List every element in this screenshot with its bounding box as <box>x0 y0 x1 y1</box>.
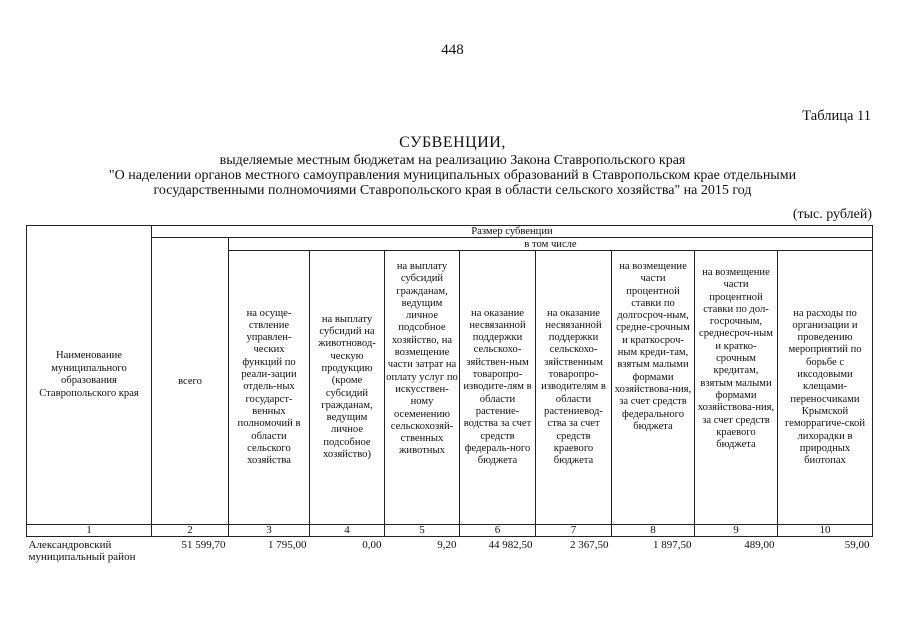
column-number: 9 <box>695 525 778 537</box>
column-number: 3 <box>229 525 310 537</box>
column-number: 2 <box>152 525 229 537</box>
header-col-4: на выплату субсидий на животновод-ческую продукцию (кроме субсидий гражданам, ведущим личное подсобное хозяйство) <box>310 251 385 525</box>
header-col-6: на оказание несвязанной поддержки сельскохо-зяйствен-ным товаропро-изводите-лям в области растение-водства за счет средств федераль-ного бюджета <box>460 251 536 525</box>
units-label: (тыс. рублей) <box>792 207 872 222</box>
value-col-7: 2 367,50 <box>570 539 609 551</box>
header-col-10: на расходы по организации и проведению мероприятий по борьбе с иксодовыми клещами-переносчиками Крымской геморрагиче-ской лихорадки в природных биотопах <box>778 251 873 525</box>
column-number: 6 <box>460 525 536 537</box>
column-number: 1 <box>27 525 152 537</box>
header-col-3: на осуще-ствление управлен-ческих функций по реали-зации отдель-ных государст-венных полномочий в области сельского хозяйства <box>229 251 310 525</box>
header-col-5: на выплату субсидий гражданам, ведущим личное подсобное хозяйство, на возмещение части затрат на оплату услуг по искусствен-ному осеменению сельскохозяй-ственных животных <box>385 251 460 525</box>
header-subsidy-size: Размер субвенции <box>152 226 873 238</box>
subtitle-line-2: "О наделении органов местного самоуправления муниципальных образований в Ставропольском крае отдельными <box>108 168 797 183</box>
table-row <box>27 537 873 566</box>
value-col-10: 59,00 <box>844 539 870 551</box>
value-col-4: 0,00 <box>362 539 382 551</box>
header-total: всего <box>152 238 229 525</box>
header-including: в том числе <box>229 238 873 251</box>
document-title: СУБВЕНЦИИ, <box>399 134 506 151</box>
column-number: 4 <box>310 525 385 537</box>
value-col-9: 489,00 <box>744 539 775 551</box>
header-col-7: на оказание несвязанной поддержки сельскохо-зяйственным товаропро-изводителям в области растениевод-ства за счет средств краевого бюджета <box>536 251 612 525</box>
page-number: 448 <box>441 42 464 58</box>
value-col-6: 44 982,50 <box>488 539 533 551</box>
header-municipality: Наименование муниципального образования Ставропольского края <box>27 226 152 525</box>
subtitle-line-1: выделяемые местным бюджетам на реализацию Закона Ставропольского края <box>219 153 686 168</box>
header-col-9: на возмещение части процентной ставки по дол-госрочным, среднесроч-ным и кратко-срочным кредитам, взятым малыми формами хозяйствова-ния, за счет средств краевого бюджета <box>695 251 778 525</box>
subsidy-table <box>26 225 873 565</box>
value-col-3: 1 795,00 <box>268 539 307 551</box>
header-col-8: на возмещение части процентной ставки по долгосроч-ным, средне-срочным и краткосроч-ным креди-там, взятым малыми формами хозяйствова-ния, за счет средств федерального бюджета <box>612 251 695 525</box>
value-col-5: 9,20 <box>437 539 457 551</box>
municipality-name: Александровский муниципальный район <box>28 539 136 563</box>
subtitle-line-3: государственными полномочиями Ставропольского края в области сельского хозяйства" на 2015 год <box>153 183 752 198</box>
column-number: 8 <box>612 525 695 537</box>
value-total: 51 599,70 <box>181 539 226 551</box>
value-col-8: 1 897,50 <box>653 539 692 551</box>
column-number: 5 <box>385 525 460 537</box>
table-number: Таблица 11 <box>802 108 871 124</box>
column-number: 7 <box>536 525 612 537</box>
column-number: 10 <box>778 525 873 537</box>
